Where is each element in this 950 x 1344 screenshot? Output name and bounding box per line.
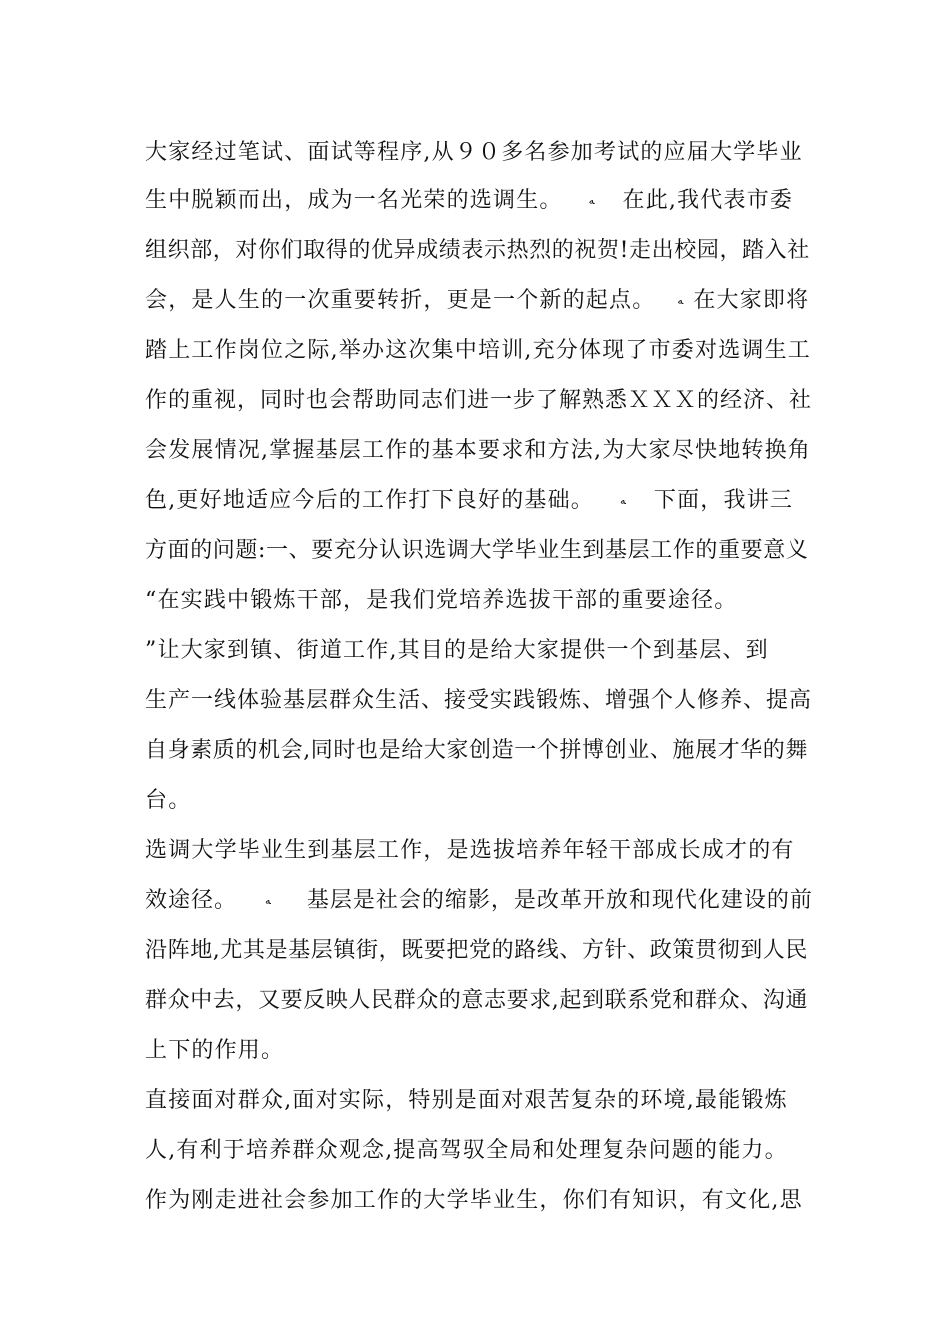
text-line	[145, 137, 803, 169]
line-text: 下面，我讲三	[653, 488, 794, 513]
text-line	[145, 485, 793, 517]
line-text: 上下的作用。	[145, 1038, 285, 1063]
text-line	[145, 835, 795, 867]
line-text: 沿阵地,尤其是基层镇街，既要把党的路线、方针、政策贯彻到人民	[145, 938, 808, 963]
line-text: 在大家即将	[693, 288, 810, 313]
text-line	[145, 1135, 788, 1167]
text-line	[145, 435, 811, 467]
line-text: 基层是社会的缩影，是改革开放和现代化建设的前	[306, 888, 813, 913]
line-text: 方面的问题:一、要充分认识选调大学毕业生到基层工作的重要意义	[145, 538, 809, 563]
paragraph-mark-icon: ﻪ	[265, 894, 271, 907]
text-line	[145, 185, 793, 217]
text-line	[145, 935, 808, 967]
text-line	[145, 385, 812, 417]
line-text: 踏上工作岗位之际,举办这次集中培训,充分体现了市委对选调生工	[145, 338, 811, 363]
line-text: 在此,我代表市委	[622, 188, 794, 213]
text-line	[145, 585, 737, 617]
paragraph-mark-icon: ﻪ	[588, 194, 595, 207]
line-text: 作的重视，同时也会帮助同志们进一步了解熟悉ＸＸＸ的经济、社	[145, 388, 813, 413]
text-line	[145, 1035, 284, 1067]
text-line	[145, 235, 810, 267]
line-text: 台。	[145, 788, 192, 813]
text-line	[145, 335, 811, 367]
paragraph-mark-icon: ﻪ	[620, 494, 626, 507]
line-text: 生中脱颖而出，成为一名光荣的选调生。	[145, 188, 563, 213]
text-line	[145, 885, 813, 917]
line-text: 群众中去，又要反映人民群众的意志要求,起到联系党和群众、沟通	[145, 988, 808, 1013]
line-text: 色,更好地适应今后的工作打下良好的基础。	[145, 488, 594, 513]
line-text: 效途径。	[145, 888, 238, 913]
line-text: 会发展情况,掌握基层工作的基本要求和方法,为大家尽快地转换角	[145, 438, 811, 463]
line-text: “在实践中锻炼干部，是我们党培养选拔干部的重要途径。	[145, 588, 738, 613]
line-text: ”让大家到镇、街道工作,其目的是给大家提供一个到基层、到	[145, 638, 769, 663]
line-text: 人,有利于培养群众观念,提高驾驭全局和处理复杂问题的能力。	[145, 1138, 788, 1163]
line-text: 自身素质的机会,同时也是给大家创造一个拼博创业、施展才华的舞	[145, 738, 808, 763]
text-line	[145, 735, 808, 767]
text-line	[145, 685, 812, 717]
text-line	[145, 1185, 803, 1217]
paragraph-mark-icon: ﻪ	[677, 294, 684, 307]
line-text: 直接面对群众,面对实际，特别是面对艰苦复杂的环境,最能锻炼	[145, 1088, 788, 1113]
text-line	[145, 985, 808, 1017]
line-text: 选调大学毕业生到基层工作，是选拔培养年轻干部成长成才的有	[145, 838, 795, 863]
line-text: 会，是人生的一次重要转折，更是一个新的起点。	[145, 288, 656, 313]
line-text: 作为刚走进社会参加工作的大学毕业生，你们有知识，有文化,思	[145, 1188, 803, 1213]
text-line	[145, 535, 808, 567]
line-text: 生产一线体验基层群众生活、接受实践锻炼、增强个人修养、提高	[145, 688, 813, 713]
text-line	[145, 285, 809, 317]
line-text: 组织部，对你们取得的优异成绩表示热烈的祝贺!走出校园，踏入社	[145, 238, 810, 263]
text-line	[145, 785, 191, 817]
text-line	[145, 635, 769, 667]
text-line	[145, 1085, 788, 1117]
line-text: 大家经过笔试、面试等程序,从９０多名参加考试的应届大学毕业	[145, 140, 803, 165]
